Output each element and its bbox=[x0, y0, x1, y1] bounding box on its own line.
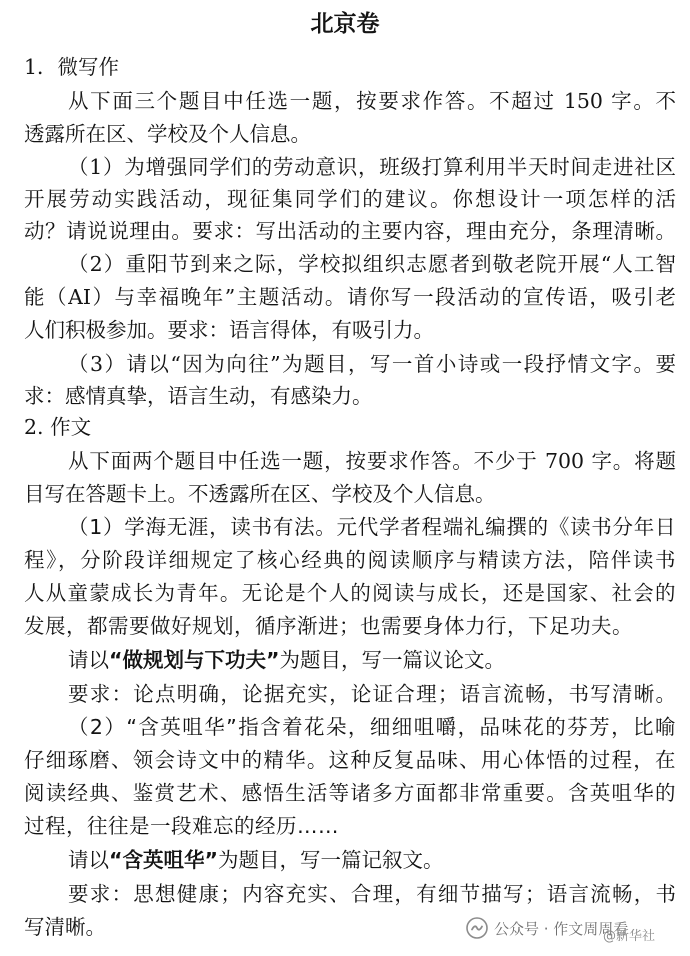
prompt-1-line: 人从童蒙成长为青年。无论是个人的阅读与成长，还是国家、社会的 bbox=[24, 581, 676, 605]
prompt-1-line: 程》，分阶段详细规定了核心经典的阅读顺序与精读方法，陪伴读书 bbox=[24, 548, 676, 572]
watermark-credit: @新华社 bbox=[603, 929, 656, 944]
prompt-2-requirement: 要求：思想健康；内容充实、合理，有细节描写；语言流畅，书 bbox=[68, 882, 676, 906]
prompt-1-line: （1）学海无涯，读书有法。元代学者程端礼编撰的《读书分年日 bbox=[68, 515, 676, 539]
prompt-1-requirement: 要求：论点明确，论据充实，论证合理；语言流畅，书写清晰。 bbox=[68, 682, 676, 706]
prompt-2-line: 仔细琢磨、领会诗文中的精华。这种反复品味、用心体悟的过程，在 bbox=[24, 748, 676, 772]
prompt-2-requirement: 写清晰。 bbox=[24, 915, 106, 939]
task-prefix: 请以 bbox=[68, 648, 109, 672]
q3-line: （3）请以“因为向往”为题目，写一首小诗或一段抒情文字。要 bbox=[68, 352, 676, 376]
q1-line: （1）为增强同学们的劳动意识，班级打算利用半天时间走进社区 bbox=[68, 155, 676, 179]
q2-line: 人们积极参加。要求：语言得体，有吸引力。 bbox=[24, 318, 434, 342]
section-2-intro-line: 从下面两个题目中任选一题，按要求作答。不少于 700 字。将题 bbox=[68, 449, 676, 473]
section-1-heading: 1．微写作 bbox=[24, 55, 120, 79]
wechat-official-account-icon bbox=[466, 917, 488, 939]
q1-line: 动？请说说理由。要求：写出活动的主要内容，理由充分，条理清晰。 bbox=[24, 219, 676, 243]
essay-title-1: “做规划与下功夫” bbox=[109, 648, 280, 672]
essay-title-2: “含英咀华” bbox=[109, 848, 218, 872]
page-title: 北京卷 bbox=[310, 10, 380, 37]
task-suffix: 为题目，写一篇议论文。 bbox=[279, 648, 505, 672]
task-prefix: 请以 bbox=[68, 848, 109, 872]
prompt-2-line: 阅读经典、鉴赏艺术、感悟生活等诸多方面都非常重要。含英咀华的 bbox=[24, 781, 676, 805]
prompt-2-line: （2）“含英咀华”指含着花朵，细细咀嚼，品味花的芬芳，比喻 bbox=[68, 715, 676, 739]
prompt-1-task bbox=[68, 645, 676, 677]
section-1-intro-line: 透露所在区、学校及个人信息。 bbox=[24, 122, 311, 146]
q2-line: （2）重阳节到来之际，学校拟组织志愿者到敬老院开展“人工智 bbox=[68, 252, 676, 276]
section-2-heading: 2. 作文 bbox=[24, 415, 92, 439]
section-1-intro-line: 从下面三个题目中任选一题，按要求作答。不超过 150 字。不 bbox=[68, 89, 676, 113]
section-2-intro-line: 目写在答题卡上。不透露所在区、学校及个人信息。 bbox=[24, 482, 496, 506]
q1-line: 开展劳动实践活动，现征集同学们的建议。你想设计一项怎样的活 bbox=[24, 187, 676, 211]
prompt-2-task bbox=[68, 845, 676, 877]
prompt-2-line: 过程，往往是一段难忘的经历…… bbox=[24, 814, 339, 838]
q2-line: 能（AI）与幸福晚年”主题活动。请你写一段活动的宣传语，吸引老 bbox=[24, 285, 676, 309]
prompt-1-line: 发展，都需要做好规划，循序渐进；也需要身体力行，下足功夫。 bbox=[24, 614, 633, 638]
q3-line: 求：感情真挚，语言生动，有感染力。 bbox=[24, 384, 373, 408]
task-suffix: 为题目，写一篇记叙文。 bbox=[217, 848, 444, 872]
watermark-text: 公众号 · 作文周周看 bbox=[494, 919, 629, 938]
